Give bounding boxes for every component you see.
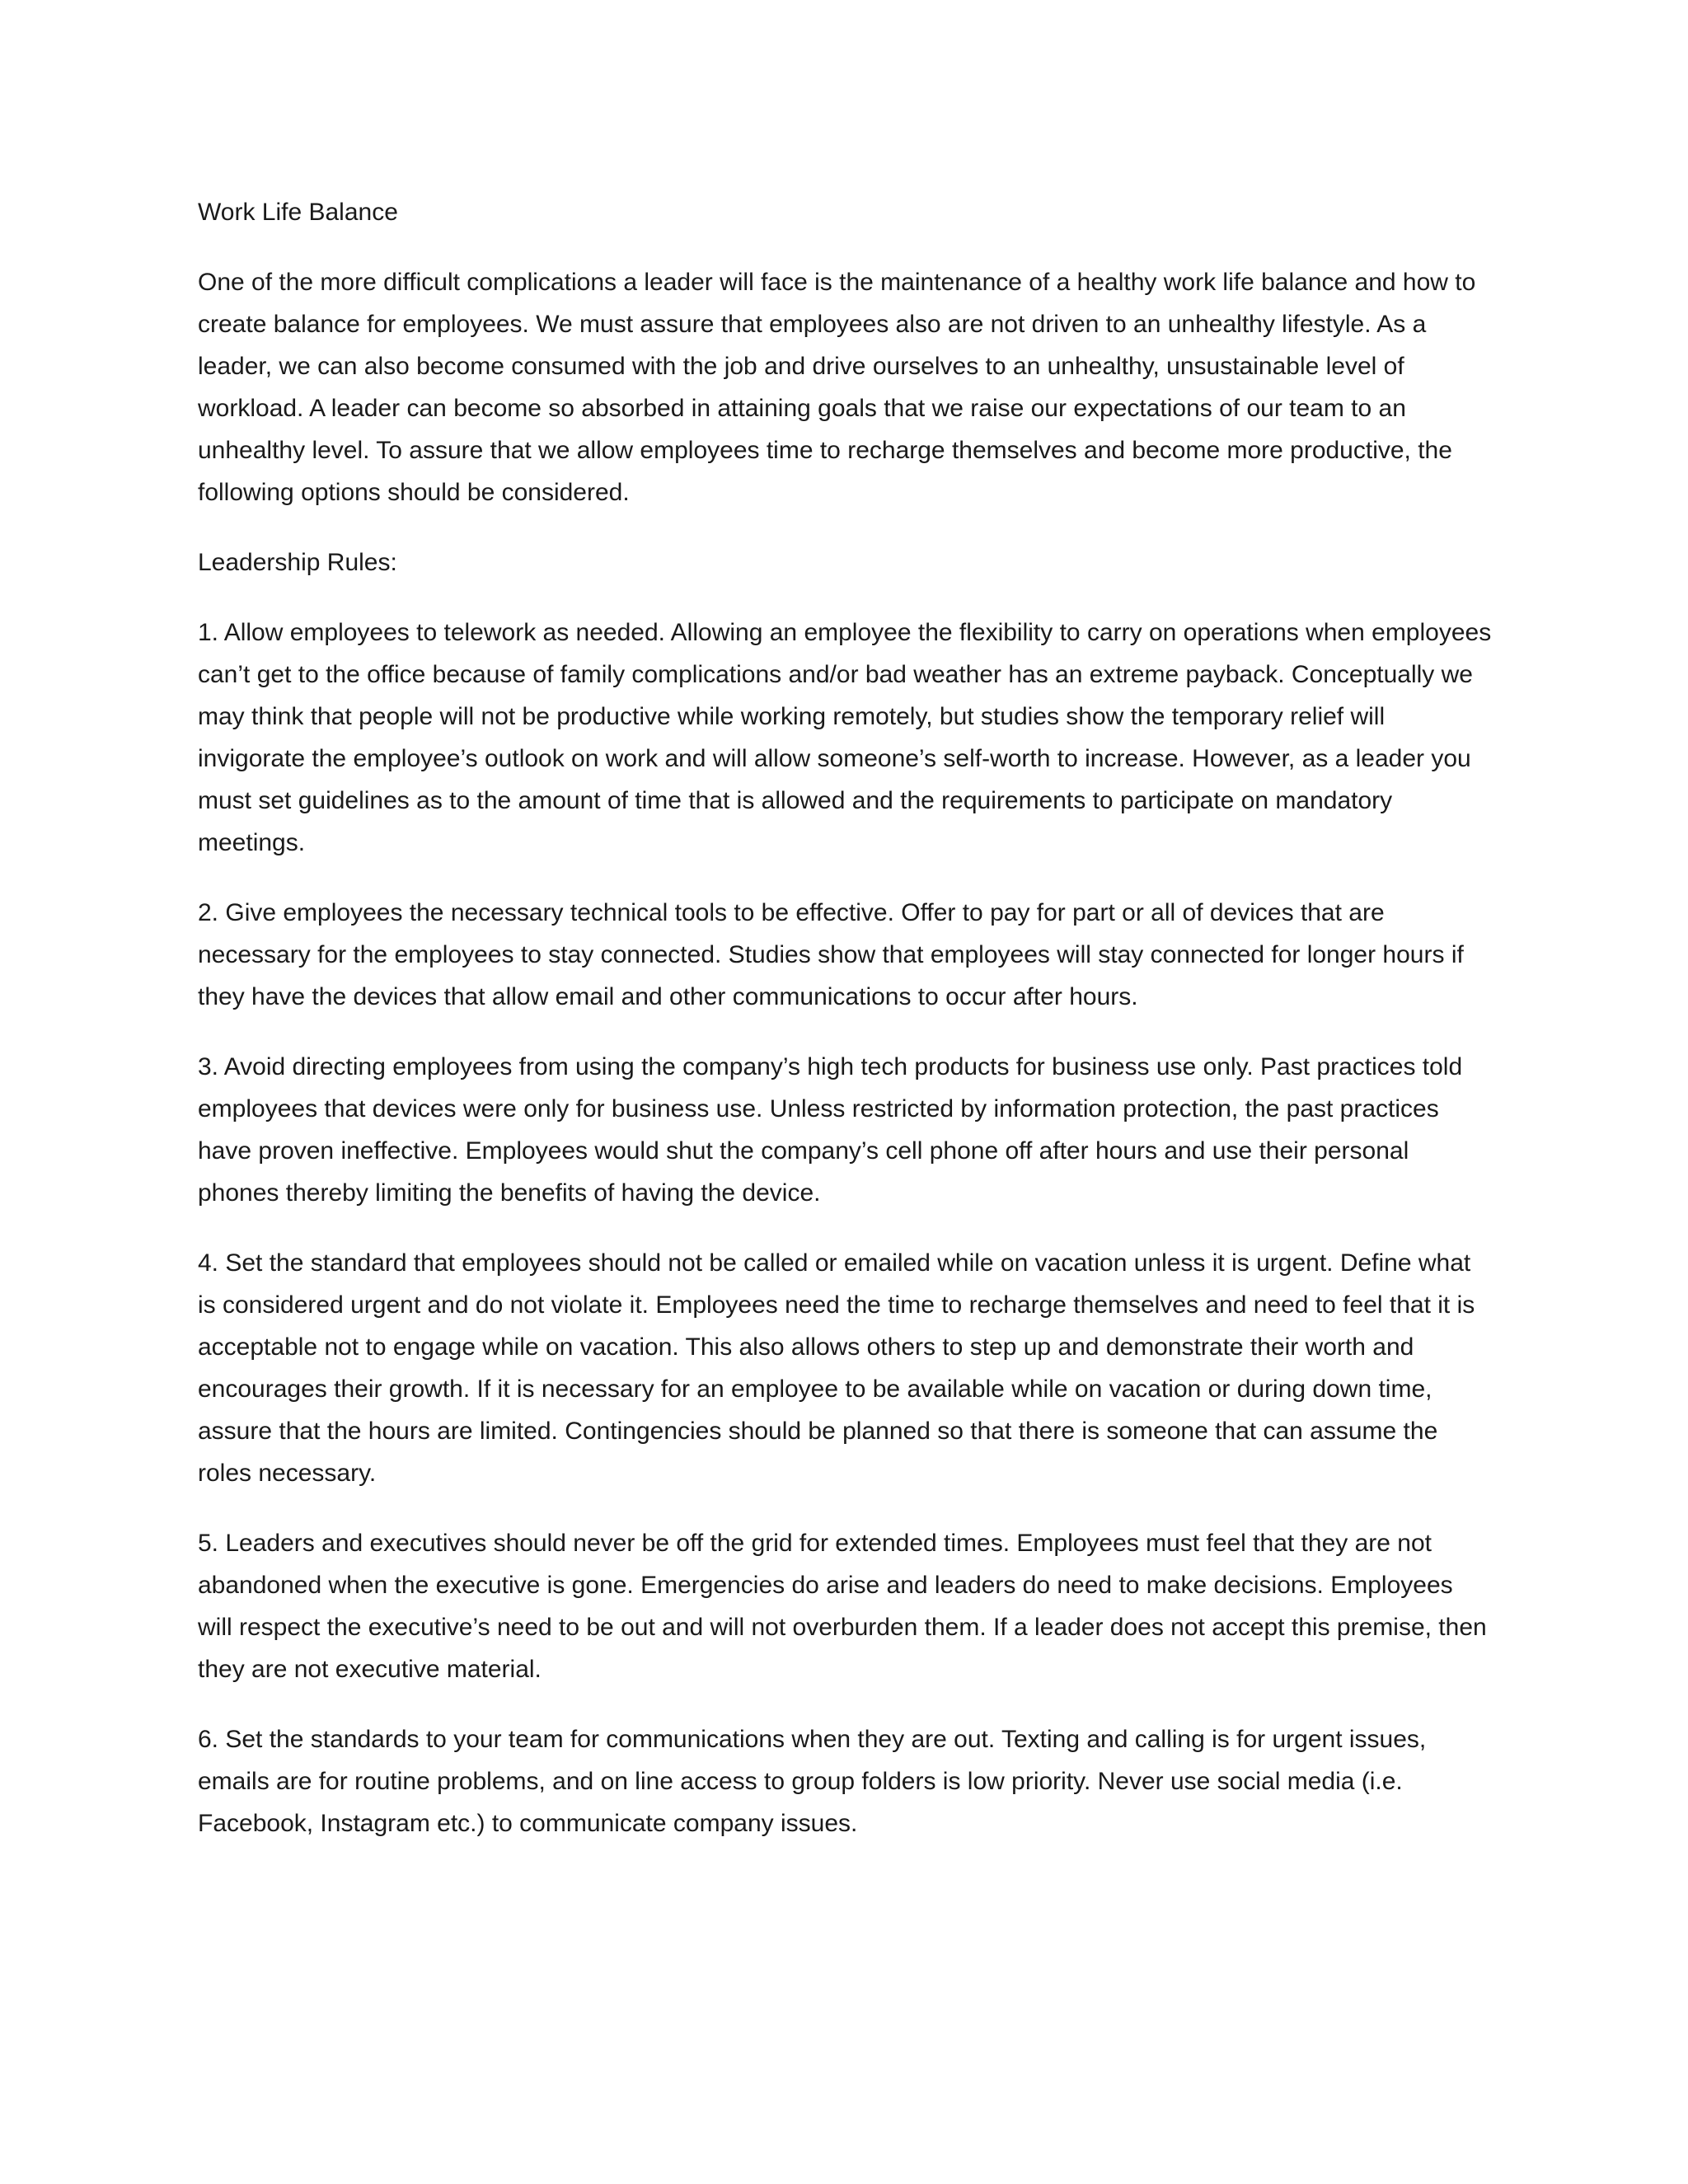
intro-paragraph: One of the more difficult complications a leader will face is the maintenance of a healthy work life balance and how to create balance for employees. We must assure that employees also are not driven to an unhealthy lifestyle. As a leader, we can also become consumed with the job and drive ourselves to an unhealthy, unsustainable level of workload. A leader can become so absorbed in attaining goals that we raise our expectations of our team to an unhealthy level. To assure that we allow employees time to recharge themselves and become more productive, the following options should be considered.: [198, 269, 1476, 506]
rule-item-2: 2. Give employees the necessary technical tools to be effective. Offer to pay for part or all of devices that are necessary for the employees to stay connected. Studies show that employees will stay connected for longer hours if they have the devices that allow email and other communications to occur after hours.: [198, 899, 1464, 1010]
document-page: [198, 191, 1492, 1872]
rules-heading: Leadership Rules:: [198, 549, 397, 576]
document-title: Work Life Balance: [198, 199, 398, 226]
rule-item-6: 6. Set the standards to your team for communications when they are out. Texting and calling is for urgent issues, emails are for routine problems, and on line access to group folders is low priority. Never use social media (i.e. Facebook, Instagram etc.) to communicate company issues.: [198, 1726, 1427, 1837]
rule-item-1: 1. Allow employees to telework as needed. Allowing an employee the flexibility to carry on operations when employees can’t get to the office because of family complications and/or bad weather has an extreme payback. Conceptually we may think that people will not be productive while working remotely, but studies show the temporary relief will invigorate the employee’s outlook on work and will allow someone’s self-worth to increase. However, as a leader you must set guidelines as to the amount of time that is allowed and the requirements to participate on mandatory meetings.: [198, 619, 1492, 856]
rule-item-5: 5. Leaders and executives should never be off the grid for extended times. Employees must feel that they are not abandoned when the executive is gone. Emergencies do arise and leaders do need to make decisions. Employees will respect the executive’s need to be out and will not overburden them. If a leader does not accept this premise, then they are not executive material.: [198, 1530, 1487, 1683]
rule-item-3: 3. Avoid directing employees from using the company’s high tech products for business use only. Past practices told employees that devices were only for business use. Unless restricted by information protection, the past practices have proven ineffective. Employees would shut the company’s cell phone off after hours and use their personal phones thereby limiting the benefits of having the device.: [198, 1053, 1463, 1207]
rule-item-4: 4. Set the standard that employees should not be called or emailed while on vacation unless it is urgent. Define what is considered urgent and do not violate it. Employees need the time to recharge themselves and need to feel that it is acceptable not to engage while on vacation. This also allows others to step up and demonstrate their worth and encourages their growth. If it is necessary for an employee to be available while on vacation or during down time, assure that the hours are limited. Contingencies should be planned so that there is someone that can assume the roles necessary.: [198, 1249, 1475, 1487]
